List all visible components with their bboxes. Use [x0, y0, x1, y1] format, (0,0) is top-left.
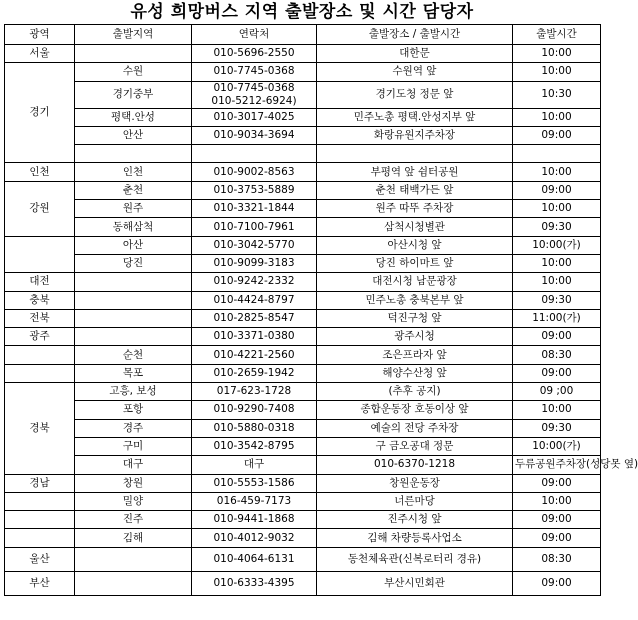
- cell-place: 창원운동장: [317, 474, 513, 492]
- cell-region: 울산: [5, 547, 75, 571]
- cell-time: 10:00: [513, 401, 601, 419]
- table-row: [5, 108, 601, 126]
- cell-time: 10:00: [513, 163, 601, 181]
- cell-contact: 010-2659-1942: [192, 364, 317, 382]
- cell-region: 경기: [5, 63, 75, 163]
- page-title: 유성 희망버스 지역 출발장소 및 시간 담당자: [130, 2, 474, 22]
- cell-time: 08:30: [513, 547, 601, 571]
- table-row: [5, 346, 601, 364]
- cell-place: 광주시청: [317, 328, 513, 346]
- cell-place: 진주시청 앞: [317, 511, 513, 529]
- cell-region: 광주: [5, 328, 75, 346]
- cell-contact: 010-3042-5770: [192, 236, 317, 254]
- cell-place: 원주 따뚜 주차장: [317, 200, 513, 218]
- cell-contact: [192, 145, 317, 163]
- cell-contact: 010-5880-0318: [192, 419, 317, 437]
- cell-region: 대전: [5, 273, 75, 291]
- cell-place: 김해 차량등록사업소: [317, 529, 513, 547]
- cell-time: 10:00: [513, 492, 601, 510]
- table-row: [5, 364, 601, 382]
- cell-time: 09:00: [513, 126, 601, 144]
- cell-contact: 010-7100-7961: [192, 218, 317, 236]
- table-row: [5, 218, 601, 236]
- cell-time: 10:00: [513, 200, 601, 218]
- cell-area: 동해삼척: [75, 218, 192, 236]
- table-row: [5, 571, 601, 595]
- table-row: [5, 529, 601, 547]
- cell-area: [75, 571, 192, 595]
- cell-contact: 017-623-1728: [192, 383, 317, 401]
- table-row: [5, 383, 601, 401]
- table-row: [5, 200, 601, 218]
- cell-contact: 010-9002-8563: [192, 163, 317, 181]
- cell-time: [513, 145, 601, 163]
- table-row: [5, 273, 601, 291]
- cell-contact: 010-9290-7408: [192, 401, 317, 419]
- cell-time: 10:30: [513, 81, 601, 108]
- cell-time: 10:00(가): [513, 236, 601, 254]
- cell-area: 아산: [75, 236, 192, 254]
- cell-place: 아산시청 앞: [317, 236, 513, 254]
- header-row: [5, 25, 601, 45]
- cell-place: 구 금오공대 정문: [317, 437, 513, 455]
- header-time: 출발시간: [513, 25, 601, 45]
- cell-contact: 010-9034-3694: [192, 126, 317, 144]
- cell-contact: 010-3321-1844: [192, 200, 317, 218]
- cell-time: 10:00: [513, 45, 601, 63]
- table-row: [5, 309, 601, 327]
- cell-region: [5, 346, 75, 364]
- cell-area: 진주: [75, 511, 192, 529]
- cell-area: 창원: [75, 474, 192, 492]
- cell-place: 화랑유원지주차장: [317, 126, 513, 144]
- table-body: [5, 45, 638, 596]
- cell-time: 09:00: [513, 529, 601, 547]
- cell-time: 10:00: [513, 273, 601, 291]
- cell-area: 경주: [75, 419, 192, 437]
- cell-region: 인천: [5, 163, 75, 181]
- cell-time: 09 ;00: [513, 383, 601, 401]
- cell-area: 고흥, 보성: [75, 383, 192, 401]
- header-place: 출발장소 / 출발시간: [317, 25, 513, 45]
- cell-region: [5, 529, 75, 547]
- table-row: [5, 456, 601, 474]
- cell-area: 대구: [192, 456, 317, 474]
- cell-area: 김해: [75, 529, 192, 547]
- cell-area: 구미: [75, 437, 192, 455]
- cell-area: 평택.안성: [75, 108, 192, 126]
- cell-place: 예술의 전당 주차장: [317, 419, 513, 437]
- cell-region: 전북: [5, 309, 75, 327]
- header-contact: 연락처: [192, 25, 317, 45]
- table-row: [5, 291, 601, 309]
- cell-place: 종합운동장 호동이상 앞: [317, 401, 513, 419]
- table-row: [5, 547, 601, 571]
- table-row: [5, 254, 601, 272]
- table-row: [5, 437, 601, 455]
- cell-region: [5, 511, 75, 529]
- cell-area: 밀양: [75, 492, 192, 510]
- cell-contact: 010-3542-8795: [192, 437, 317, 455]
- cell-place: 두류공원주차장(성당못 옆): [513, 456, 601, 474]
- cell-area: [75, 45, 192, 63]
- table-row: [5, 81, 601, 108]
- cell-place: [317, 145, 513, 163]
- cell-place: 해양수산청 앞: [317, 364, 513, 382]
- cell-place: 경기도청 정문 앞: [317, 81, 513, 108]
- cell-region: 대구: [75, 456, 192, 474]
- table-row: [5, 163, 601, 181]
- table-row: [5, 181, 601, 199]
- cell-contact: 010-4424-8797: [192, 291, 317, 309]
- cell-time: 10:00: [513, 254, 601, 272]
- cell-place: 너른마당: [317, 492, 513, 510]
- cell-place: 동천체육관(신복로터리 경유): [317, 547, 513, 571]
- cell-time: 08:30: [513, 346, 601, 364]
- cell-time: 09:30: [513, 218, 601, 236]
- cell-place: 춘천 태백가든 앞: [317, 181, 513, 199]
- cell-contact: 010-4221-2560: [192, 346, 317, 364]
- cell-time: 09:00: [513, 474, 601, 492]
- cell-region: [5, 492, 75, 510]
- cell-time: 09:00: [513, 511, 601, 529]
- table-row: [5, 474, 601, 492]
- cell-area: [75, 328, 192, 346]
- cell-area: 인천: [75, 163, 192, 181]
- cell-region: [5, 364, 75, 382]
- cell-time: 09:00: [513, 571, 601, 595]
- cell-region: 경북: [5, 383, 75, 474]
- cell-time: 09:00: [513, 181, 601, 199]
- cell-time: 09:30: [513, 291, 601, 309]
- cell-area: [75, 309, 192, 327]
- cell-time: 10:00(가): [513, 437, 601, 455]
- cell-place: 삼척시청별관: [317, 218, 513, 236]
- table-row: [5, 45, 601, 63]
- cell-contact: 010-9441-1868: [192, 511, 317, 529]
- cell-place: 대한문: [317, 45, 513, 63]
- cell-region: [5, 236, 75, 273]
- cell-area: 당진: [75, 254, 192, 272]
- cell-time: 09:30: [513, 419, 601, 437]
- cell-contact: 010-5696-2550: [192, 45, 317, 63]
- cell-area: 수원: [75, 63, 192, 81]
- cell-region: 충북: [5, 291, 75, 309]
- cell-time: 11:00(가): [513, 309, 601, 327]
- cell-place: 민주노총 평택.안성지부 앞: [317, 108, 513, 126]
- cell-area: 포항: [75, 401, 192, 419]
- table-row: [5, 63, 601, 81]
- cell-area: [75, 291, 192, 309]
- cell-place: 당진 하이마트 앞: [317, 254, 513, 272]
- cell-area: 춘천: [75, 181, 192, 199]
- cell-area: [75, 273, 192, 291]
- cell-area: [75, 547, 192, 571]
- table-row: [5, 419, 601, 437]
- cell-contact: 010-7745-0368 010-5212-6924): [192, 81, 317, 108]
- header-region: 광역: [5, 25, 75, 45]
- cell-place: 민주노총 충북본부 앞: [317, 291, 513, 309]
- cell-contact: 010-3017-4025: [192, 108, 317, 126]
- cell-contact: 010-9242-2332: [192, 273, 317, 291]
- cell-region: 부산: [5, 571, 75, 595]
- header-area: 출발지역: [75, 25, 192, 45]
- cell-area: 순천: [75, 346, 192, 364]
- cell-area: 경기중부: [75, 81, 192, 108]
- cell-contact: 010-6370-1218: [317, 456, 513, 474]
- table-row: [5, 236, 601, 254]
- cell-contact: 016-459-7173: [192, 492, 317, 510]
- cell-contact: 010-3753-5889: [192, 181, 317, 199]
- cell-contact: 010-6333-4395: [192, 571, 317, 595]
- cell-contact: 010-4012-9032: [192, 529, 317, 547]
- cell-place: 수원역 앞: [317, 63, 513, 81]
- table-row: [5, 492, 601, 510]
- cell-place: 대전시청 남문광장: [317, 273, 513, 291]
- table-row: [5, 328, 601, 346]
- cell-contact: 010-2825-8547: [192, 309, 317, 327]
- cell-area: 목포: [75, 364, 192, 382]
- cell-place: 부평역 앞 쉼터공원: [317, 163, 513, 181]
- table-row: [5, 401, 601, 419]
- cell-region: 강원: [5, 181, 75, 236]
- cell-time: 09:00: [513, 364, 601, 382]
- table-row: [5, 511, 601, 529]
- table-row: [5, 145, 601, 163]
- schedule-table: [4, 24, 638, 596]
- cell-place: 부산시민회관: [317, 571, 513, 595]
- cell-area: 안산: [75, 126, 192, 144]
- table-row: [5, 126, 601, 144]
- cell-region: 서울: [5, 45, 75, 63]
- cell-place: 덕진구청 앞: [317, 309, 513, 327]
- cell-area: [75, 145, 192, 163]
- cell-time: 10:00: [513, 108, 601, 126]
- cell-contact: 010-4064-6131: [192, 547, 317, 571]
- cell-time: 10:00: [513, 63, 601, 81]
- cell-contact: 010-5553-1586: [192, 474, 317, 492]
- cell-area: 원주: [75, 200, 192, 218]
- cell-contact: 010-9099-3183: [192, 254, 317, 272]
- cell-place: 조은프라자 앞: [317, 346, 513, 364]
- cell-region: 경남: [5, 474, 75, 492]
- cell-contact: 010-7745-0368: [192, 63, 317, 81]
- cell-place: (추후 공지): [317, 383, 513, 401]
- cell-contact: 010-3371-0380: [192, 328, 317, 346]
- cell-time: 09:00: [513, 328, 601, 346]
